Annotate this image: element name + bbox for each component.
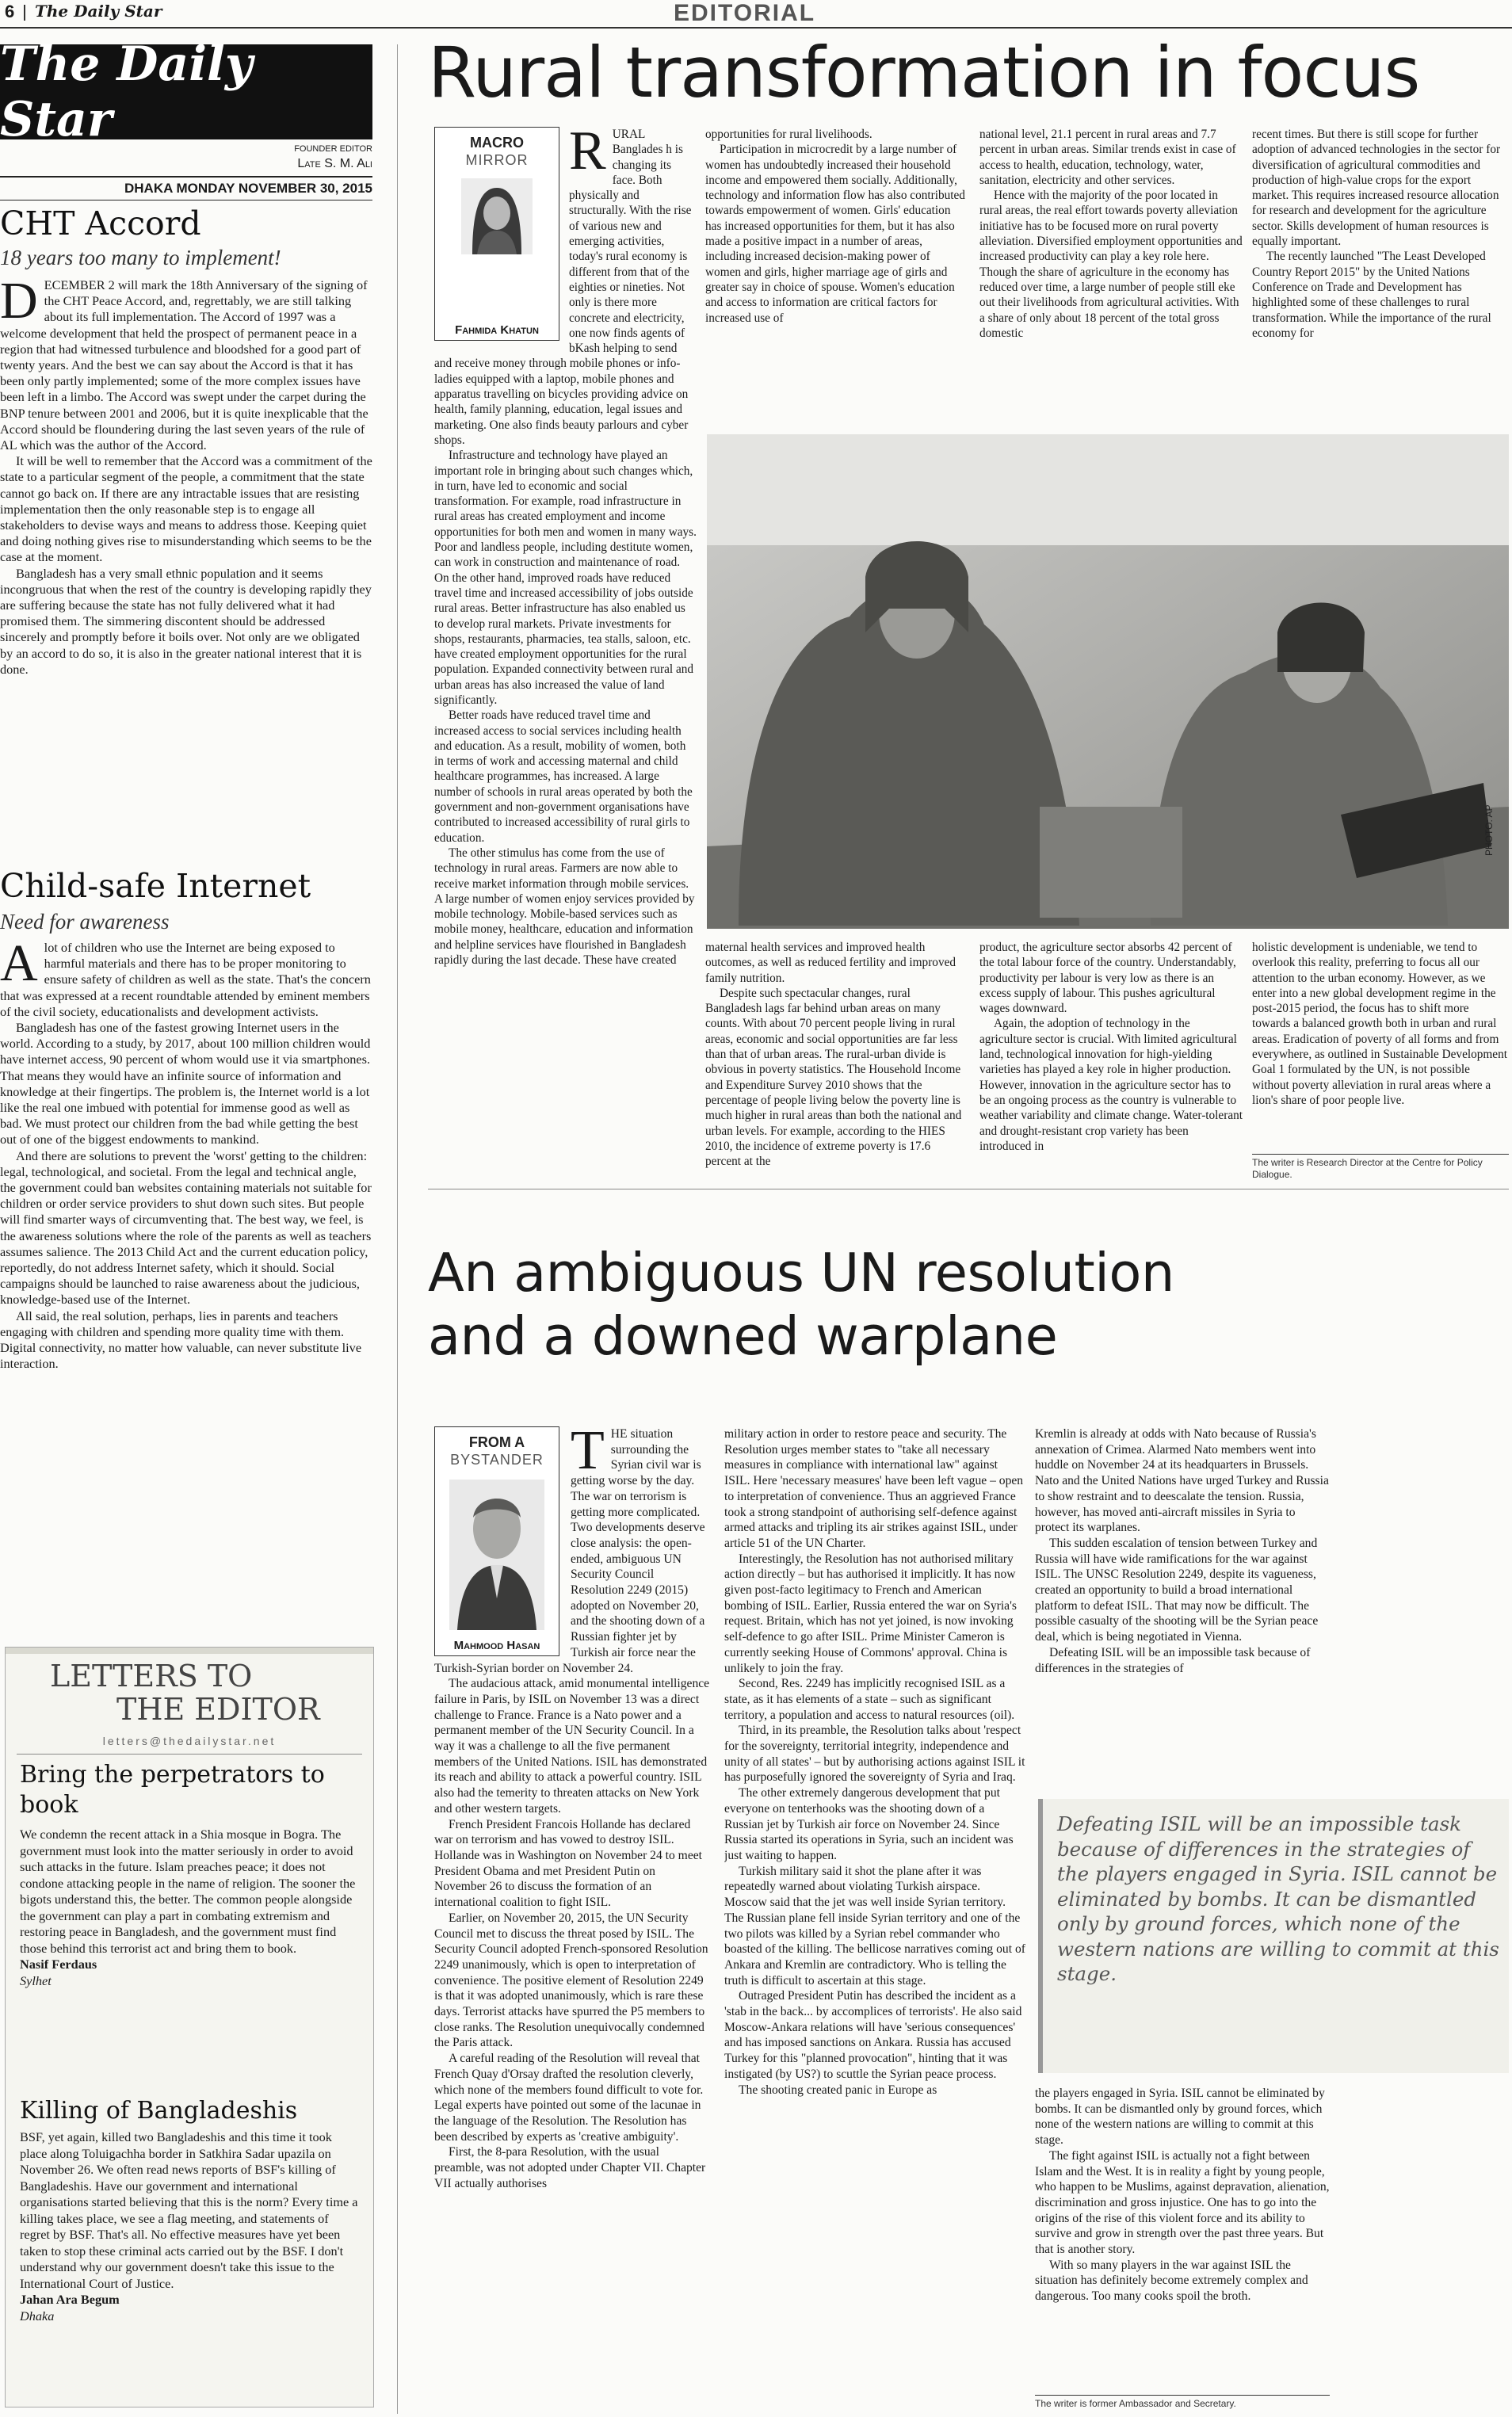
paragraph: Infrastructure and technology have played an important role in bringing about such changes which, in turn, have led to economic and social transformation. For example, road infrastructure in rural areas has created employment and income opportunities for both men and women in many ways. Poor and landless people, including destitute women, can work in construction and maintenance of road. On the other hand, improved roads have reduced travel time and increased accessibility of jobs outside rural areas. Better infrastructure has also enabled us to develop rural markets. Private investments for shops, restaurants, pharmacies, tea stalls, saloon, etc. have created employment opportunities for the rural population. Expanded connectivity between rural and urban areas has also increased the value of land significantly. xyxy=(434,449,697,707)
header-separator xyxy=(24,5,25,21)
letters-email-link[interactable]: letters@thedailystar.net xyxy=(102,1735,277,1747)
page-header xyxy=(0,0,1512,29)
paragraph: Defeating ISIL will be an impossible task because of differences in the strategies of xyxy=(1035,1645,1311,1675)
paragraph: This sudden escalation of tension between Turkey and Russia will have wide ramifications for the war against ISIL. The UNSC Resolution 2249, despite its vagueness, created an opportunity to build a broad international platform to defeat ISIL. That may now be difficult. The possible casualty of the shooting will be the Syrian peace deal, which is being negotiated in Vienna. xyxy=(1035,1536,1319,1644)
paragraph: All said, the real solution, perhaps, lies in parents and teachers engaging with children and spending more quality time with them. Digital connectivity, no matter how valuable, can never substitute live interaction. xyxy=(0,1308,362,1372)
letter-heading: Killing of Bangladeshis xyxy=(20,2097,298,2125)
paragraph: Kremlin is already at odds with Nato because of Russia's annexation of Crimea. Alarmed Nato members went into huddle on November 24 at its headquarters in Brussels. Nato and the United Nations have urged Turkey and Russia to show restraint and to deescalate the tension. Russia, however, has moved anti-aircraft missiles in Syria to protect its warplanes. xyxy=(1035,1427,1329,1535)
letter-place: Dhaka xyxy=(20,2308,55,2323)
article-headline: and a downed warplane xyxy=(428,1305,1058,1367)
article-column xyxy=(434,127,697,1181)
letter-body xyxy=(20,1827,361,1989)
article-headline: Rural transformation in focus xyxy=(428,32,1420,113)
divider xyxy=(17,1754,362,1755)
masthead-logo: The Daily Star xyxy=(0,44,372,139)
paragraph: French President Francois Hollande has declared war on terrorism and has vowed to destroy ISIL. Hollande was in Washington on November 24 to meet President Obama and met President Putin on November 26 to discuss the formation of an international coalition to fight ISIL. xyxy=(434,1817,702,1910)
paragraph: Participation in microcredit by a large number of women has undoubtedly increased their household income and empowered them socially. Additionally, technology and information flow has also contributed towards empowerment of women. Girls' education has increased opportunities for them, but it has also made a positive impact in a number of areas, including increased decision-making power of women and girls, higher marriage age of girls and greater say in choice of spouse. Women's education and access to information are critical factors for increased use of xyxy=(705,143,965,325)
founder-label: FOUNDER EDITOR xyxy=(294,144,372,154)
photo-credit: PHOTO: AP xyxy=(1483,804,1495,856)
dateline: DHAKA MONDAY NOVEMBER 30, 2015 xyxy=(0,176,372,200)
pull-quote-text: Defeating ISIL will be an impossible task because of differences in the strategies of the players engaged in Syria. ISIL cannot be eliminated by bombs. It can be dismantled only by ground forces, which none of the western nations are willing to commit at this stage. xyxy=(1057,1812,1499,1985)
paragraph: Second, Res. 2249 has implicitly recognised ISIL as a state, as it has elements of a state – such as significant territory, a population and access to natural resources (oil). xyxy=(724,1677,1015,1722)
paragraph: lot of children who use the Internet are being exposed to harmful materials and there has to be proper monitoring to ensure safety of children as well as the state. That's the concern that was expressed at a recent roundtable attended by eminent members of the civil society, educationalists and development activists. xyxy=(0,940,371,1019)
pull-quote xyxy=(1038,1799,1509,2073)
editorial-headline: CHT Accord xyxy=(0,204,201,242)
page-number: 6 xyxy=(5,2,15,21)
article-column xyxy=(724,1426,1025,2412)
column-label: MACRO xyxy=(470,135,524,151)
founder-name: Late S. M. Ali xyxy=(297,157,372,170)
paragraph: the players engaged in Syria. ISIL cannot be eliminated by bombs. It can be dismantled only by ground forces, which none of the western nations are willing to commit at this stage. xyxy=(1035,2087,1325,2148)
drop-cap: R xyxy=(569,127,606,181)
paragraph: First, the 8-para Resolution, with the usual preamble, was not adopted under Chapter VII. Chapter VII actually authorises xyxy=(434,2145,706,2190)
paragraph: The recently launched "The Least Developed Country Report 2015" by the United Nations Conference on Trade and Development has highlighted some of these challenges to rural transformation. While the importance of the rural economy for xyxy=(1252,250,1491,340)
article-column xyxy=(705,940,968,1178)
paragraph: Bangladesh has a very small ethnic population and it seems incongruous that when the rest of the country is developing rapidly they are suffering because the state has not fully delivered what it had promised them. The simmering discontent should be addressed sincerely and promptly before it boils over. Not only are we obligated by an accord to do so, it is also in the greater national interest that it is done. xyxy=(0,565,372,677)
article-column xyxy=(705,127,968,428)
paragraph: The other stimulus has come from the use of technology in rural areas. Farmers are now able to receive market information through mobile services. A large number of women enjoy services provided by mobile technology. Mobile-based services such as mobile money, healthcare, education and information and helpline services have flourished in Bangladesh rapidly during the last decade. These have created xyxy=(434,846,695,968)
column-label: BYSTANDER xyxy=(450,1452,544,1468)
article-photo xyxy=(707,434,1509,929)
paragraph: Turkish military said it shot the plane after it was repeatedly warned about violating Turkish airspace. Moscow said that the jet was well inside Syrian territory. The Russian plane fell inside Syrian territory and one of the two pilots was killed by a Syrian rebel commander who boasted of the killing. The bellicose narratives coming out of Ankara and Kremlin are contradictory. Who is telling the truth is difficult to ascertain at this stage. xyxy=(724,1864,1025,1987)
letter-author: Jahan Ara Begum xyxy=(20,2292,120,2307)
drop-cap: D xyxy=(0,272,38,330)
drop-cap: T xyxy=(571,1426,605,1481)
paragraph: Third, in its preamble, the Resolution talks about 'respect for the sovereignty, territorial integrity, independence and unity of all states' – but by authorising actions against ISIL it has purposefully ignored the sovereignty of Syria and Iraq. xyxy=(724,1724,1025,1785)
paragraph: product, the agriculture sector absorbs 42 percent of the total labour force of the country. Understandably, productivity per labour is very low as there is an excess supply of labour. This pushes agricultural wages downward. xyxy=(979,941,1236,1016)
paragraph: holistic development is undeniable, we tend to overlook this reality, preferring to focus all our attention to the urban economy. However, as we enter into a new global development regime in the post-2015 period, the focus has to shift more towards a balanced growth both in urban and rural areas. Eradication of poverty of all forms and from everywhere, as outlined in Sustainable Development Goal 1 formulated by the UN, is not possible without poverty alleviation in rural areas where a lion's share of poor people live. xyxy=(1252,941,1507,1107)
author-name: Fahmida Khatun xyxy=(455,323,539,337)
article-column xyxy=(1035,2086,1330,2392)
header-paper-name: The Daily Star xyxy=(35,2,162,21)
paragraph: It will be well to remember that the Accord was a commitment of the state to a particular segment of the people, a commitment that the state cannot go back on. If there are any intractable issues that are resisting implementation then the only reasonable step is to engage all stakeholders to devise ways and means to address those. Keeping quiet and doing nothing gives rise to misunderstanding which seems to be the case at the moment. xyxy=(0,453,372,565)
paragraph: The other extremely dangerous development that put everyone on tenterhooks was the shooting down of a Russian jet by Turkish air force on November 24. Since Russia started its operations in Syria, such an incident was just waiting to happen. xyxy=(724,1786,1014,1862)
author-credit: The writer is Research Director at the Centre for Policy Dialogue. xyxy=(1252,1154,1509,1181)
paragraph: Interestingly, the Resolution has not authorised military action directly – but has authorised it implicitly. It has now given post-facto legitimacy to French and American bombing of ISIL. Earlier, Russia entered the war on Syria's request. Britain, which has not yet joined, is now invoking self-defence to go after ISIL. Prime Minister Cameron is currently seeking House of Commons' approval. China is unlikely to join the fray. xyxy=(724,1552,1017,1675)
letter-body xyxy=(20,2129,361,2324)
paragraph: The shooting created panic in Europe as xyxy=(739,2083,937,2097)
letter-text: We condemn the recent attack in a Shia mosque in Bogra. The government must look into the matter seriously in order to avoid such attacks in the future. Islam preaches peace; it does not condone attacking people in the name of religion. The sooner the bigots understand this, the better. The common people alongside the government can play a part in combating extremism and restoring peace in Bangladesh, and the government must find those behind this terrorist act and bring them to book. xyxy=(20,1827,356,1956)
letters-top-strip xyxy=(6,1648,373,1654)
editorial-body xyxy=(0,272,372,678)
paragraph: Bangladesh has one of the fastest growing Internet users in the world. According to a study, by 2017, about 100 million children would have internet access, 90 percent of whom would use it via smartphones. That means they would have an infinite source of information and knowledge at their fingertips. The problem is, the Internet world is a lot like the real one imbued with potential for immense good as well as bad. We must protect our children from the bad while getting the best out of one of the biggest endowments to mankind. xyxy=(0,1020,371,1147)
paragraph: The audacious attack, amid monumental intelligence failure in Paris, by ISIL on November 13 was a direct challenge to France. France is a Nato power and a permanent member of the UN Security Council. In a way it was a challenge to all the five permanent members of the United Nations. ISIL has demonstrated its reach and ability to attack a powerful country. ISIL also had the temerity to threaten attacks on New York and other western targets. xyxy=(434,1677,710,1816)
editorial-headline: Child-safe Internet xyxy=(0,867,311,905)
float-spacer xyxy=(434,127,569,344)
paragraph: ECEMBER 2 will mark the 18th Anniversary of the signing of the CHT Peace Accord, and, regrettably, we are still talking about its full implementation. The Accord of 1997 was a welcome development that held the prospect of permanent peace in a region that had witnessed turbulence and bloodshed for a good part of twenty years. And the best we can say about the Accord is that it has been only partly implemented; some of the more complex issues have been left in a limbo. The Accord was swept under the carpet during the BNP tenure between 2001 and 2006, but it is quite inexplicable that the Accord should be floundering during the last seven years of the rule of AL which was the author of the Accord. xyxy=(0,277,368,453)
article-column xyxy=(1035,1426,1330,1788)
paragraph: HE situation surrounding the Syrian civil war is getting worse by the day. The war on terrorism is getting more complicated. Two developments deserve close analysis: the open-ended, ambiguous UN Security Council Resolution 2249 (2015) adopted on November 20, and the shooting down of a Russian fighter jet by Turkish air force near the Turkish-Syrian border on November 24. xyxy=(434,1427,705,1675)
paragraph: With so many players in the war against ISIL the situation has definitely become extremely complex and dangerous. Too many cooks spoil the broth. xyxy=(1035,2258,1308,2304)
paragraph: Despite such spectacular changes, rural Bangladesh lags far behind urban areas on many counts. With about 70 percent people living in rural areas, economic and social opportunities are far less than that of urban areas. The rural-urban divide is obvious in poverty statistics. The Household Income and Expenditure Survey 2010 shows that the percentage of people living below the poverty line is much higher in rural areas than both the national and urban levels. For example, according to the HIES 2010, the incidence of extreme poverty is 17.6 percent at the xyxy=(705,986,962,1169)
paragraph: Hence with the majority of the poor located in rural areas, the real effort towards poverty alleviation initiative has to be focused more on rural poverty alleviation. Diversified employment opportunities and increased productivity can play a key role here. Though the share of agriculture in the economy has reduced over time, a large number of people still eke out their livelihoods from agricultural activities. With a share of only about 18 percent of the total gross domestic xyxy=(979,189,1243,340)
article-column xyxy=(434,1426,710,2412)
column-label: MIRROR xyxy=(465,152,529,168)
paragraph: Earlier, on November 20, 2015, the UN Security Council met to discuss the threat posed by ISIL. The Security Council adopted French-sponsored Resolution 2249 unanimously, which is open to interpretation of convenience. The positive element of Resolution 2249 is that it was adopted unanimously, which is rare these days. Terrorist attacks have spurred the P5 members to close ranks. The Resolution unequivocally condemned the Paris attack. xyxy=(434,1911,708,2050)
editorial-body xyxy=(0,934,372,1372)
author-credit: The writer is former Ambassador and Secretary. xyxy=(1035,2395,1330,2410)
letter-place: Sylhet xyxy=(20,1972,52,1988)
paragraph: Again, the adoption of technology in the agriculture sector is crucial. With limited agricultural land, technological innovation for high-yielding varieties has played a key role in higher production. However, innovation in the agriculture sector has to be an ongoing process as the country is vulnerable to weather variability and climate change. Water-tolerant and drought-resistant crop variety has been introduced in xyxy=(979,1017,1243,1153)
article-column xyxy=(979,940,1243,1178)
article-column xyxy=(979,127,1243,428)
paragraph: military action in order to restore peace and security. The Resolution urges member states to "take all necessary measures in compliance with international law" against ISIL. Here 'necessary measures' have been left vague – open to interpretation of convenience. Thus an aggrieved France took a strong standpoint of authorising self-defence against armed attacks and tripling its air strikes against ISIL, under article 51 of the UN Charter. xyxy=(724,1427,1024,1550)
paragraph: Better roads have reduced travel time and increased access to social services including health and education. As a result, mobility of women, both in terms of work and accessing maternal and child healthcare programmes, has increased. A large number of schools in rural areas operated by both the government and non-government organisations have contributed to increased accessibility of rural girls to education. xyxy=(434,708,693,845)
editorial-subheadline: Need for awareness xyxy=(0,910,170,934)
letters-to-editor-box xyxy=(5,1647,374,2407)
editorial-subheadline: 18 years too many to implement! xyxy=(0,246,281,269)
section-label: EDITORIAL xyxy=(674,0,816,26)
drop-cap: A xyxy=(0,934,38,992)
column-label: FROM A xyxy=(468,1434,525,1450)
letters-title: LETTERS TO xyxy=(50,1659,253,1693)
letter-text: BSF, yet again, killed two Bangladeshis and this time it took place along Toluigachha border in Satkhira Sadar upazila on November 26. We often read news reports of BSF's killing of Bangladeshis. Have our government and international organisations started believing that this is the norm? Every time a killing takes place, we see a flag meeting, and statements of regret by BSF. That's all. No effective measures have yet been taken to stop these criminal acts carried out by the BSF. I don't understand why our government doesn't take this issue to the International Court of Justice. xyxy=(20,2129,358,2291)
float-spacer xyxy=(434,1426,571,1659)
paragraph: And there are solutions to prevent the 'worst' getting to the children: legal, technological, and societal. From the legal and technical angle, the government could ban websites containing materials not suitable for children or order service providers to shut down such sites. But people will find smarter ways of circumventing that. The best way, we feel, is the awareness solutions where the role of the parents as well as teachers assumes salience. The 2013 Child Act and the current education policy, reportedly, do not address Internet safety, which it should. Social campaigns should be launched to raise awareness about the judicious, knowledge-based use of the Internet. xyxy=(0,1147,372,1308)
paragraph: The fight against ISIL is actually not a fight between Islam and the West. It is in reality a fight by young people, who happen to be Muslims, against depravation, alienation, discrimination and gross injustice. One has to go into the origins of the rise of this violent force and its ability to survive and grow in strength over the past three years. But that is another story. xyxy=(1035,2148,1330,2257)
paragraph: national level, 21.1 percent in rural areas and 7.7 percent in urban areas. Similar trends exist in case of access to health, education, technology, water, sanitation, electricity and other services. xyxy=(979,128,1236,187)
author-name: Mahmood Hasan xyxy=(453,1639,540,1652)
paragraph: A careful reading of the Resolution will reveal that French Quay d'Orsay drafted the resolution cleverly, which none of the members found difficult to vote for. Legal experts have pointed out some of the lacunae in the language of the Resolution. The Resolution has been described by experts as 'creative ambiguity'. xyxy=(434,2052,704,2144)
paragraph: Outraged President Putin has described the incident as a 'stab in the back... by accomplices of terrorists'. He also said Moscow-Ankara relations will have 'serious consequences' and has imposed sanctions on Ankara. Russia has accused Turkey for this "planned provocation", hinting that it was instigated (by US?) to scuttle the Syrian peace process. xyxy=(724,1989,1022,2081)
letter-author: Nasif Ferdaus xyxy=(20,1957,97,1972)
paragraph: opportunities for rural livelihoods. xyxy=(705,128,872,141)
letters-title: THE EDITOR xyxy=(116,1692,320,1727)
letter-heading: Bring the perpetrators to book xyxy=(20,1761,325,1819)
article-headline: An ambiguous UN resolution xyxy=(428,1242,1174,1304)
article-column xyxy=(1252,940,1509,1147)
paragraph: maternal health services and improved health outcomes, as well as reduced fertility and improved family nutrition. xyxy=(705,941,956,985)
paragraph: URAL Banglades h is changing its face. Both physically and structurally. With the rise of various new and emerging activities, today's rural economy is different from that of the eighties or nineties. Not only is there more concrete and electricity, one now finds agents of bKash helping to send and receive money through mobile phones or info-ladies equipped with a laptop, mobile phones and apparatus travelling on bicycles providing advice on health, family planning, education, legal issues and marketing. One also finds beauty parlours and cyber shops. xyxy=(434,128,692,447)
paragraph: recent times. But there is still scope for further adoption of advanced technologies in the sector for diversification of agricultural commodities and production of high-value crops for the export market. This requires increased resource allocation for research and development for the agriculture sector. Skills development of human resources is equally important. xyxy=(1252,128,1501,249)
column-divider xyxy=(397,44,398,2414)
article-column xyxy=(1252,127,1509,428)
